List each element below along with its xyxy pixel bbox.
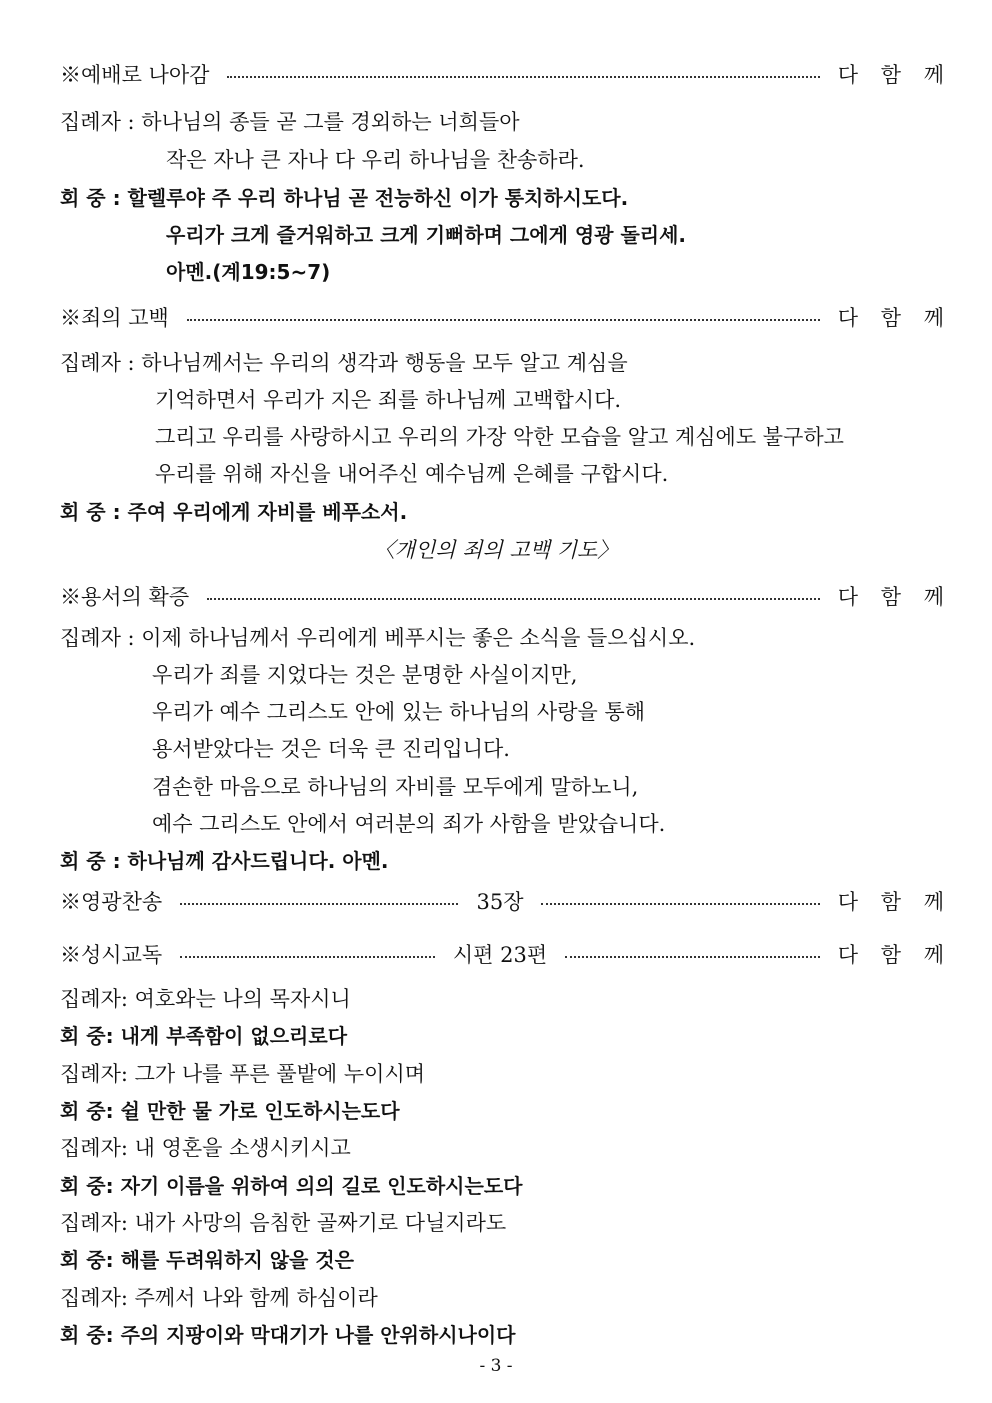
congregation-line: 회 중 : 할렐루야 주 우리 하나님 곧 전능하신 이가 통치하시도다.	[60, 186, 629, 210]
section-participant: 다 함 께	[837, 63, 952, 87]
leader-line: 우리를 위해 자신을 내어주신 예수님께 은혜를 구합시다.	[155, 462, 669, 486]
section-heading-call-to-worship	[60, 60, 952, 90]
dot-leader	[227, 76, 819, 78]
leader-line: 집례자 : 하나님께서는 우리의 생각과 행동을 모두 알고 계심을	[60, 351, 628, 375]
section-heading-assurance	[60, 582, 952, 612]
leader-line: 기억하면서 우리가 지은 죄를 하나님께 고백합시다.	[155, 388, 622, 412]
dot-leader	[207, 598, 820, 600]
dot-leader	[565, 956, 820, 958]
leader-line: 그리고 우리를 사랑하시고 우리의 가장 악한 모습을 알고 계심에도 불구하고	[155, 425, 844, 449]
leader-line: 집례자: 그가 나를 푸른 풀밭에 누이시며	[60, 1062, 426, 1086]
congregation-line: 회 중 : 하나님께 감사드립니다. 아멘.	[60, 849, 389, 873]
page-number: - 3 -	[479, 1356, 513, 1376]
dot-leader	[180, 903, 458, 905]
congregation-line: 회 중: 주의 지팡이와 막대기가 나를 안위하시나이다	[60, 1323, 516, 1347]
hymn-number: 35장	[476, 890, 524, 914]
section-participant: 다 함 께	[837, 943, 953, 967]
section-participant: 다 함 께	[837, 306, 952, 330]
section-title: ※용서의 확증	[60, 585, 190, 609]
leader-line: 집례자 : 하나님의 종들 곧 그를 경외하는 너희들아	[60, 110, 520, 134]
leader-line: 작은 자나 큰 자나 다 우리 하나님을 찬송하라.	[166, 148, 585, 172]
congregation-line: 우리가 크게 즐거워하고 크게 기뻐하며 그에게 영광 돌리세.	[166, 223, 687, 247]
leader-line: 집례자: 주께서 나와 함께 하심이라	[60, 1286, 378, 1310]
congregation-line: 회 중: 내게 부족함이 없으리로다	[60, 1024, 348, 1048]
dot-leader	[187, 319, 820, 321]
leader-line: 우리가 예수 그리스도 안에 있는 하나님의 사랑을 통해	[152, 700, 646, 724]
section-participant: 다 함 께	[837, 585, 952, 609]
section-heading-confession	[60, 303, 952, 333]
leader-line: 예수 그리스도 안에서 여러분의 죄가 사함을 받았습니다.	[152, 812, 666, 836]
section-participant: 다 함 께	[837, 890, 953, 914]
leader-line: 집례자: 내 영혼을 소생시키시고	[60, 1136, 351, 1160]
leader-line: 집례자: 내가 사망의 음침한 골짜기로 다닐지라도	[60, 1211, 507, 1235]
congregation-line: 회 중: 해를 두려워하지 않을 것은	[60, 1248, 354, 1272]
leader-line: 겸손한 마음으로 하나님의 자비를 모두에게 말하노니,	[152, 775, 639, 799]
section-title: ※영광찬송	[60, 890, 163, 914]
congregation-line: 회 중: 자기 이름을 위하여 의의 길로 인도하시는도다	[60, 1174, 523, 1198]
dot-leader	[541, 903, 819, 905]
leader-line: 용서받았다는 것은 더욱 큰 진리입니다.	[152, 737, 510, 761]
leader-line: 집례자: 여호와는 나의 목자시니	[60, 987, 351, 1011]
psalm-reference: 시편 23편	[452, 943, 548, 967]
section-heading-gloria	[60, 887, 953, 917]
section-title: ※죄의 고백	[60, 306, 169, 330]
congregation-line: 아멘.(계19:5~7)	[166, 260, 331, 284]
congregation-line: 회 중 : 주여 우리에게 자비를 베푸소서.	[60, 500, 408, 524]
section-title: ※성시교독	[60, 943, 163, 967]
leader-line: 집례자 : 이제 하나님께서 우리에게 베푸시는 좋은 소식을 들으십시오.	[60, 626, 696, 650]
dot-leader	[180, 956, 435, 958]
section-title: ※예배로 나아감	[60, 63, 210, 87]
section-heading-responsive-reading	[60, 940, 953, 970]
silent-prayer-note: 〈개인의 죄의 고백 기도〉	[373, 538, 619, 562]
congregation-line: 회 중: 쉴 만한 물 가로 인도하시는도다	[60, 1099, 400, 1123]
leader-line: 우리가 죄를 지었다는 것은 분명한 사실이지만,	[152, 663, 578, 687]
